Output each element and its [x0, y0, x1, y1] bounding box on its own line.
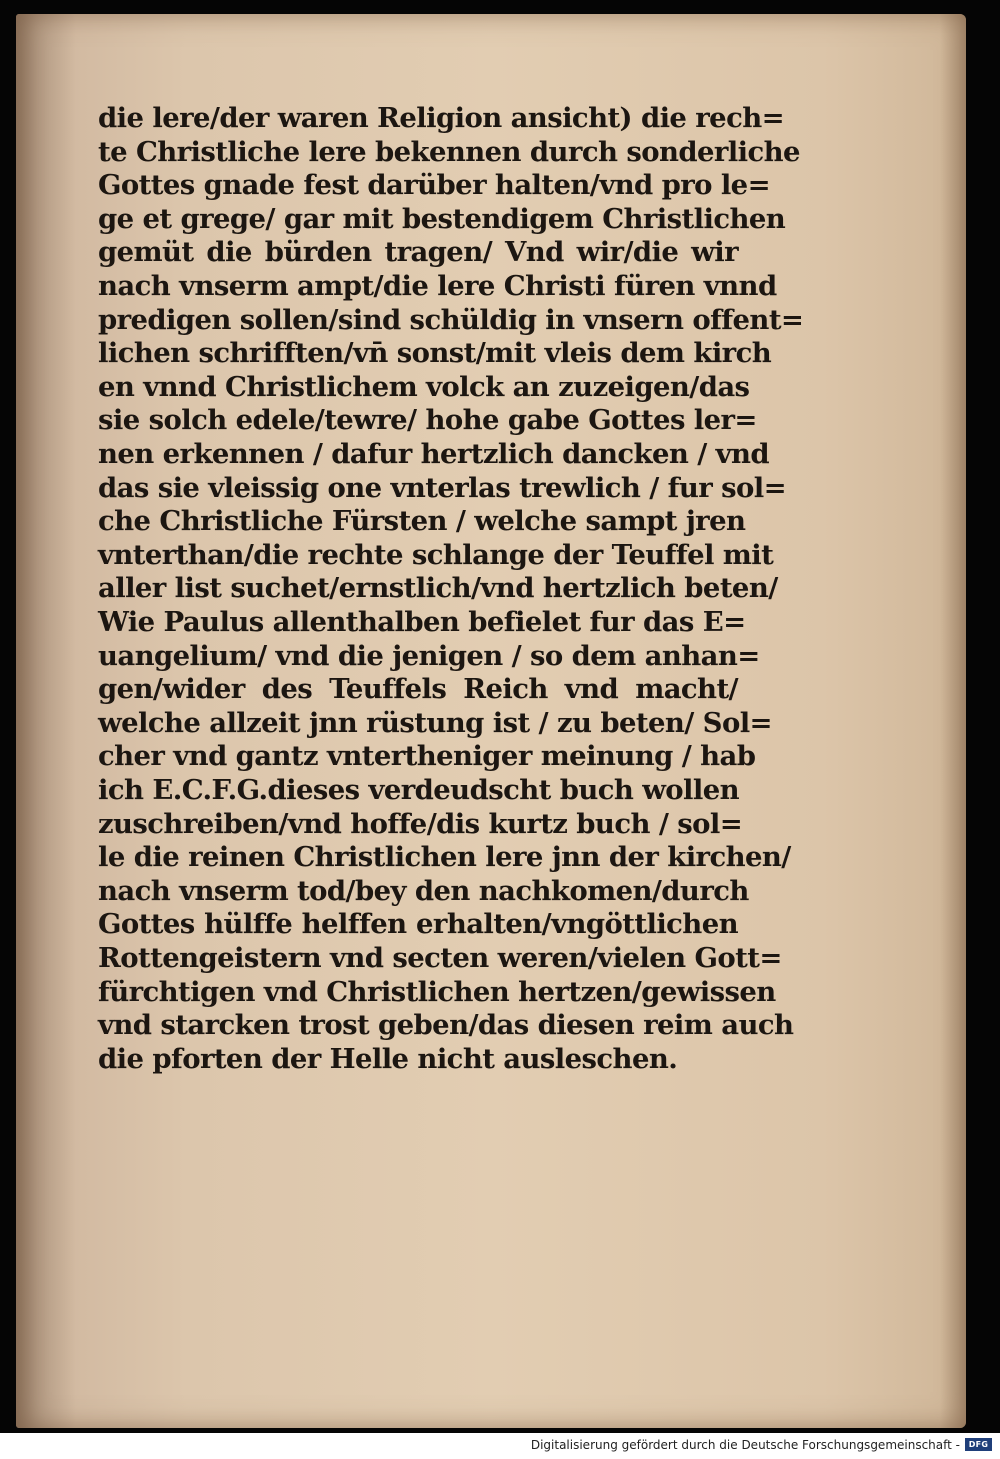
text-line: Gottes hülffe helffen erhalten/vngöttlichen [98, 908, 738, 941]
text-line: nen erkennen / dafur hertzlich dancken / vnd [98, 438, 770, 470]
text-line: Wie Paulus allenthalben befielet fur das E= [98, 606, 746, 638]
text-line: gen/wider des Teuffels Reich vnd macht/ [98, 673, 738, 706]
text-line: ge et grege/ gar mit bestendigem Christlichen [98, 202, 786, 235]
text-line: te Christliche lere bekennen durch sonderliche [98, 135, 800, 168]
paper-page [16, 14, 966, 1428]
text-line: lichen schrifften/vn̄ sonst/mit vleis dem kirch [98, 337, 772, 370]
text-line: ich E.C.F.G.dieses verdeudscht buch wollen [98, 774, 740, 806]
text-line: die pforten der Helle nicht ausleschen. [98, 1042, 678, 1075]
text-line: en vnnd Christlichem volck an zuzeigen/das [98, 370, 750, 403]
text-line: predigen sollen/sind schüldig in vnsern offent= [98, 303, 804, 336]
text-line: nach vnserm ampt/die lere Christi füren vnnd [98, 270, 777, 302]
text-line: nach vnserm tod/bey den nachkomen/durch [98, 874, 749, 907]
text-line: uangelium/ vnd die jenigen / so dem anhan= [98, 639, 760, 672]
text-line: sie solch edele/tewre/ hohe gabe Gottes ler= [98, 404, 757, 437]
text-line: vnterthan/die rechte schlange der Teuffel mit [98, 538, 774, 571]
text-line: che Christliche Fürsten / welche sampt jren [98, 505, 746, 538]
text-line: Rottengeistern vnd secten weren/vielen Gott= [98, 942, 782, 974]
text-line: gemüt die bürden tragen/ Vnd wir/die wir [98, 236, 738, 269]
funding-credit: Digitalisierung gefördert durch die Deutsche Forschungsgemeinschaft - [530, 1438, 960, 1452]
text-line: das sie vleissig one vnterlas trewlich / fur sol= [98, 471, 787, 504]
text-line: zuschreiben/vnd hoffe/dis kurtz buch / sol= [98, 807, 743, 840]
footer-bar [0, 1433, 1000, 1459]
text-line: cher vnd gantz vntertheniger meinung / hab [98, 740, 756, 773]
body-text [16, 14, 966, 1428]
text-line: vnd starcken trost geben/das diesen reim auch [98, 1009, 794, 1042]
text-line: aller list suchet/ernstlich/vnd hertzlich beten/ [98, 572, 778, 605]
text-line: le die reinen Christlichen lere jnn der kirchen/ [98, 841, 791, 874]
text-line: fürchtigen vnd Christlichen hertzen/gewissen [98, 975, 776, 1008]
text-line: welche allzeit jnn rüstung ist / zu beten/ Sol= [98, 706, 772, 739]
text-line: Gottes gnade fest darüber halten/vnd pro le= [98, 169, 771, 202]
dfg-logo: DFG [965, 1438, 992, 1451]
text-line: die lere/der waren Religion ansicht) die rech= [98, 102, 785, 134]
